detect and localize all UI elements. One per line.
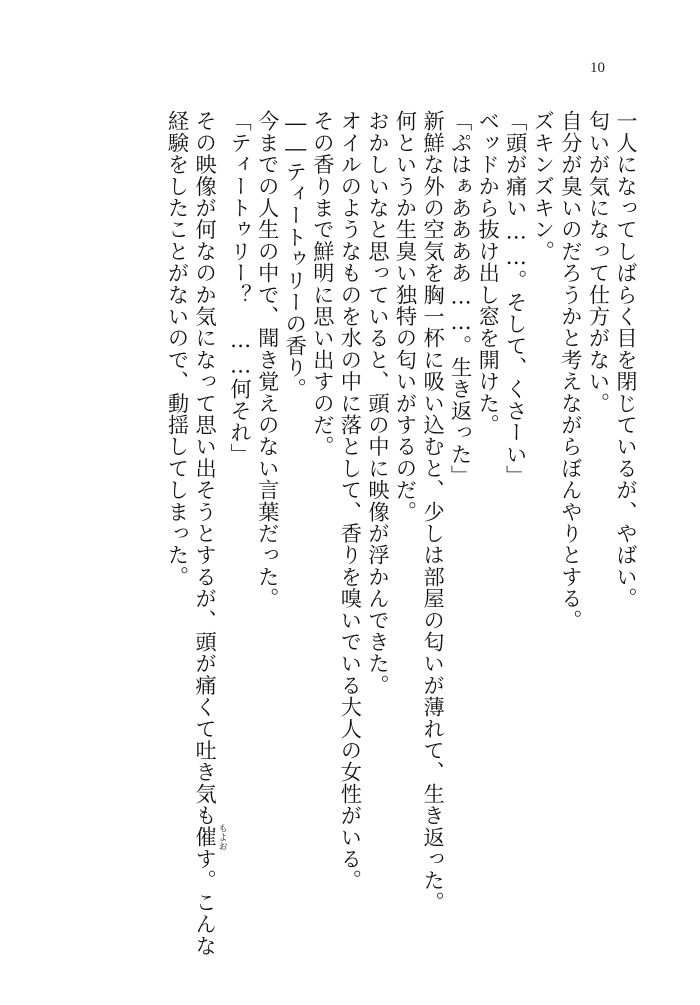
text-segment: その映像が何なのか気になって思い出そうとするが、頭が痛くて吐き気も [193, 110, 219, 827]
text-line: ズキンズキン。 [531, 110, 557, 262]
text-line: おかしいなと思っていると、頭の中に映像が浮かんできた。 [365, 110, 391, 696]
text-line: 「ぷはぁああああ……。生き返った」 [448, 110, 474, 487]
text-line: オイルのようなものを水の中に落として、香りを嗅いでいる大人の女性がいる。 [338, 110, 364, 892]
vertical-text-body [164, 110, 640, 970]
text-line: 「頭が痛い……。そして、くさーい」 [503, 110, 529, 487]
text-line: その香りまで鮮明に思い出すのだ。 [310, 110, 336, 458]
page-number: 10 [590, 60, 605, 76]
text-line: 新鮮な外の空気を胸一杯に吸い込むと、少しは部屋の匂いが薄れて、生き返った。 [421, 110, 447, 913]
text-line: ベッドから抜け出し窓を開けた。 [476, 110, 502, 436]
text-line: 一人になってしばらく目を閉じているが、やばい。 [614, 110, 639, 610]
text-line: 今までの人生の中で、聞き覚えのない言葉だった。 [255, 110, 281, 610]
ruby-base: 催 [193, 823, 219, 851]
text-segment: す。こんな [193, 847, 219, 957]
text-line-with-ruby [192, 110, 227, 970]
text-line: 「ティートゥリー？ ……何それ」 [228, 110, 254, 465]
text-line: 何というか生臭い独特の匂いがするのだ。 [393, 110, 419, 523]
text-line: 匂いが気になって仕方がない。 [586, 110, 612, 414]
text-line: 自分が臭いのだろうかと考えながらぼんやりとする。 [558, 110, 584, 631]
ruby-reading: もよお [216, 823, 227, 851]
text-line: 経験をしたことがないので、動揺してしまった。 [165, 110, 191, 588]
ruby-annotation [193, 823, 227, 851]
text-line: ――ティートゥリーの香り。 [283, 110, 309, 400]
